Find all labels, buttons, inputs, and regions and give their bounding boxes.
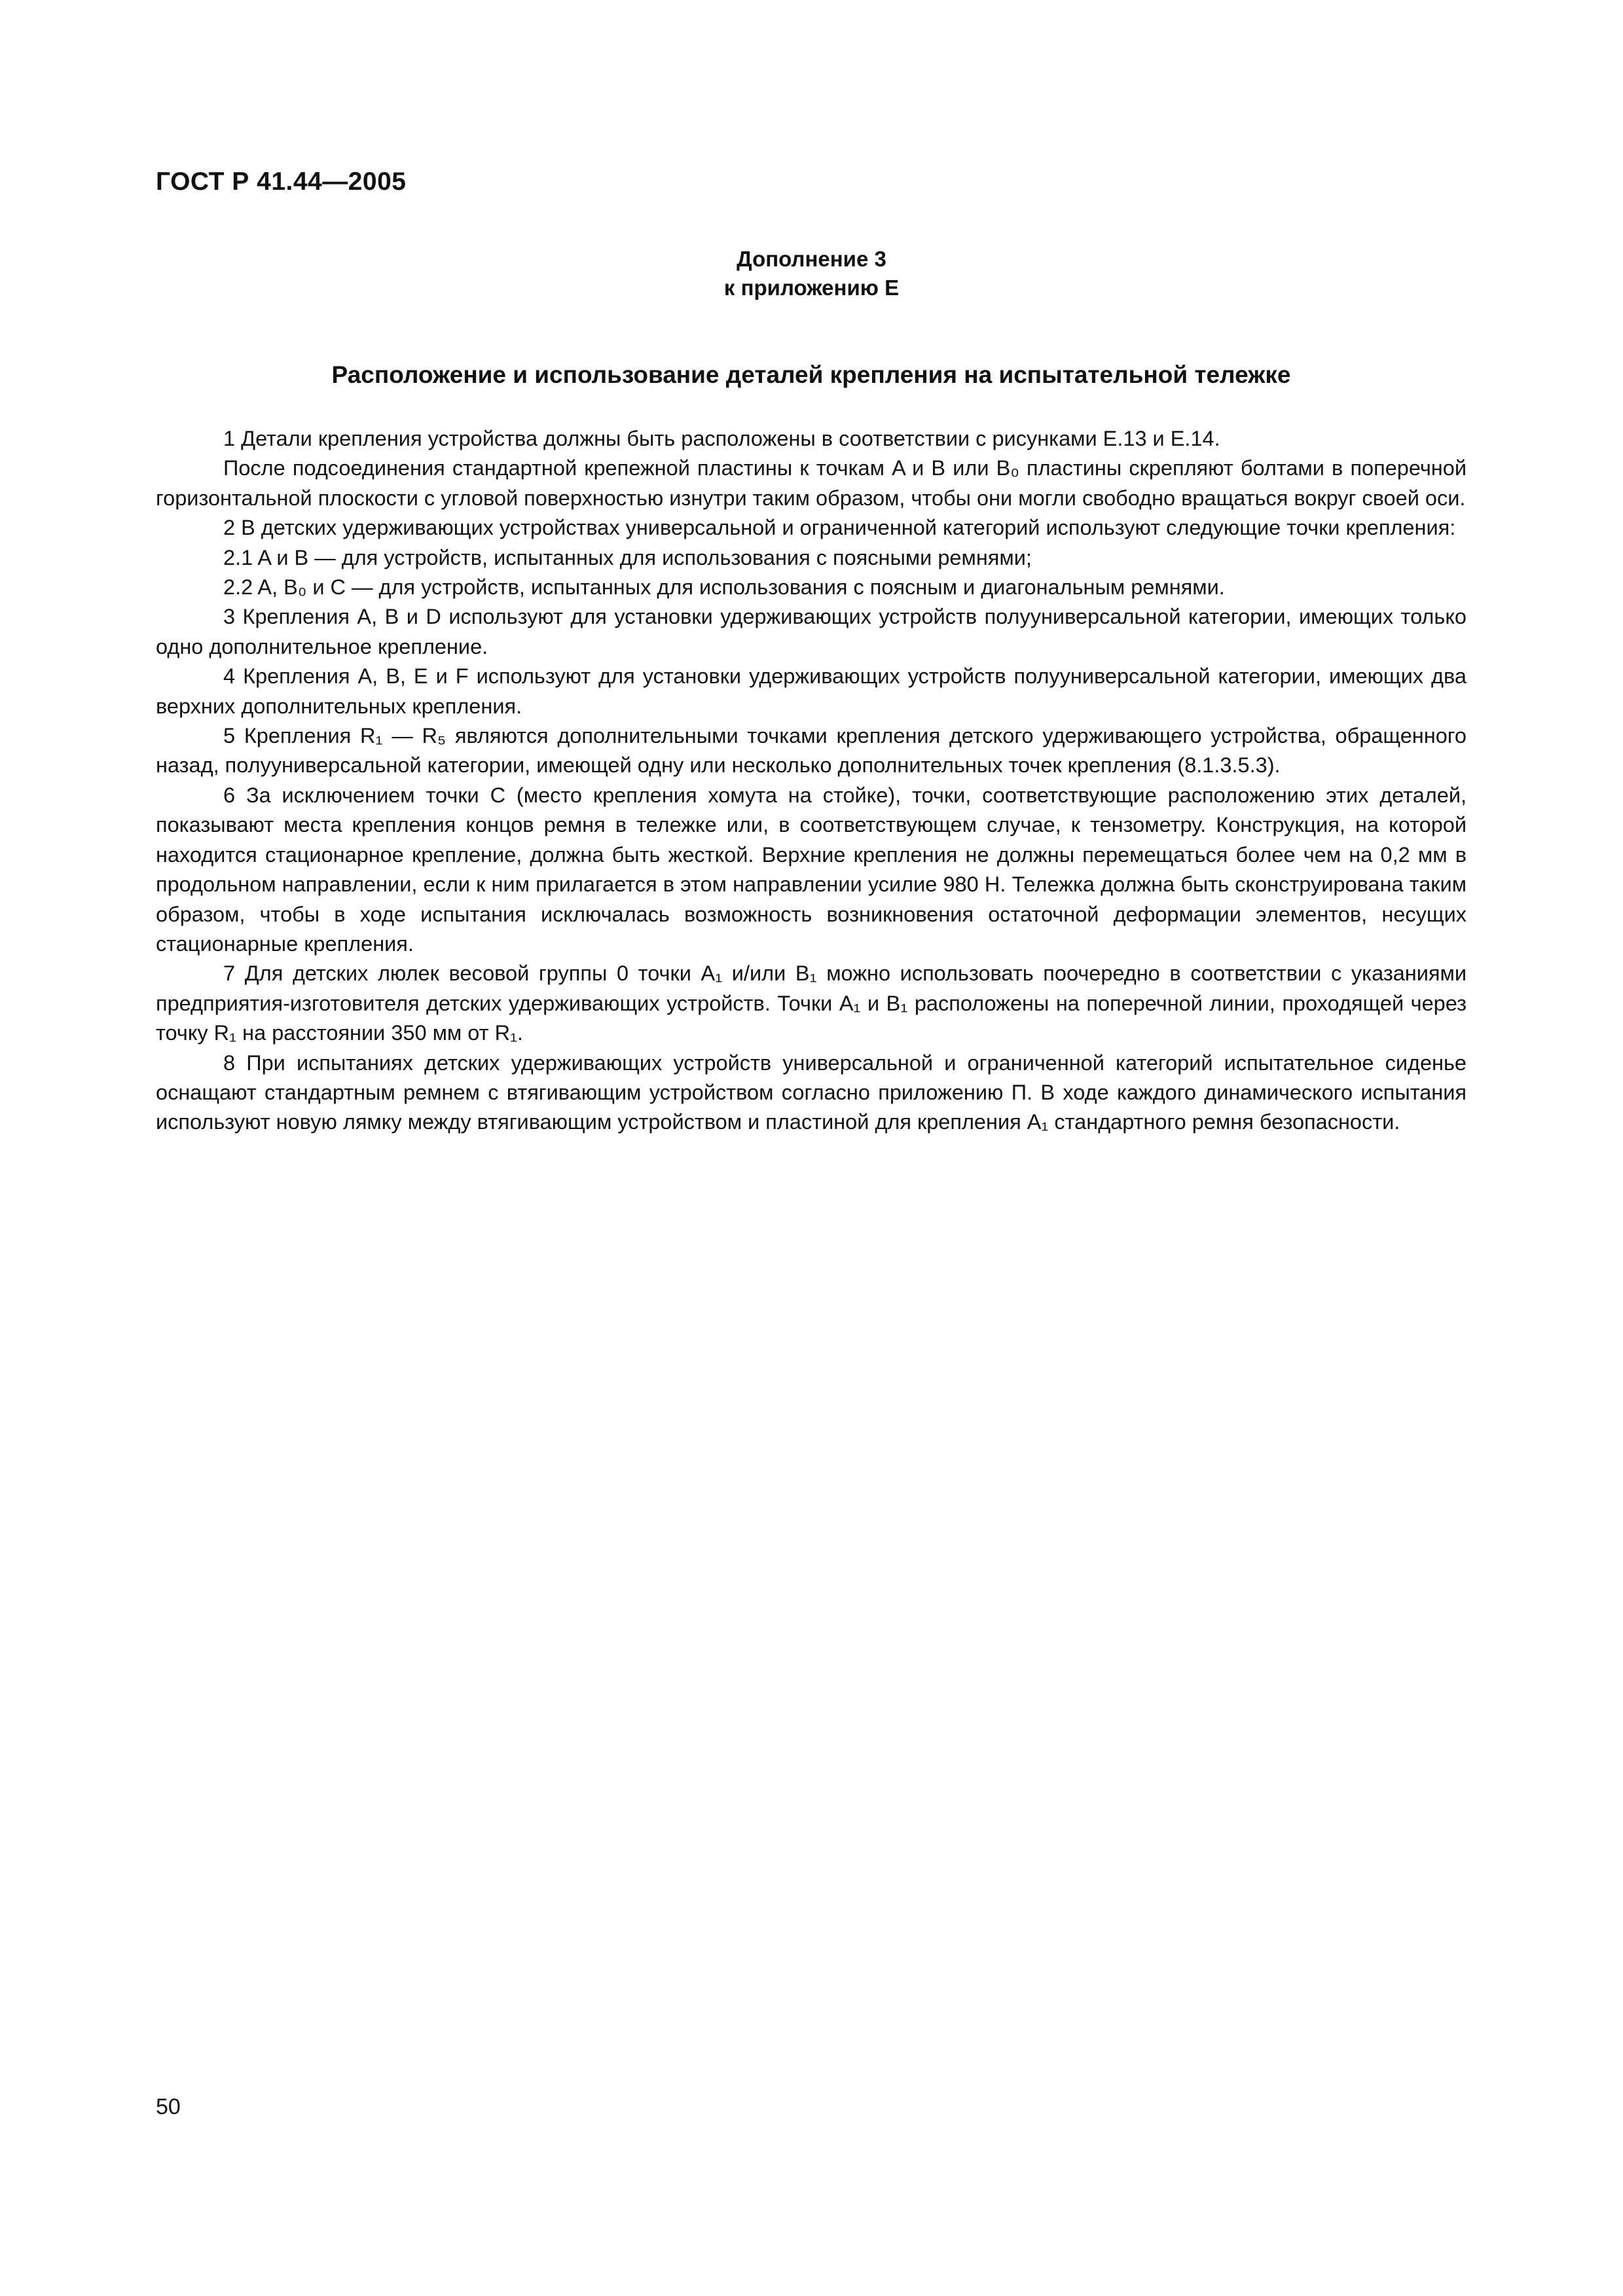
section-title: Расположение и использование деталей крепления на испытательной тележке <box>331 361 1291 388</box>
paragraph-8: 8 При испытаниях детских удерживающих устройств универсальной и ограниченной категорий испытательное сиденье оснащают стандартным ремнем с втягивающим устройством согласно приложению П. В ходе каждого динамического испытания используют новую лямку между втягивающим устройством и пластиной для крепления A₁ стандартного ремня безопасности. <box>156 1050 1467 1134</box>
paragraph-2: 2 В детских удерживающих устройствах универсальной и ограниченной категорий используют следующие точки крепления: <box>223 516 1456 540</box>
body-text <box>156 424 1467 1138</box>
supplement-annex-ref: к приложению Е <box>723 276 900 300</box>
paragraph-2-1: 2.1 A и B — для устройств, испытанных для использования с поясными ремнями; <box>223 545 1032 569</box>
paragraph-6: 6 За исключением точки C (место крепления хомута на стойке), точки, соответствующие расположению этих деталей, показывают места крепления концов ремня в тележке или, в соответствующем случае, к тензометру. Конструкция, на которой находится стационарное крепление, должна быть жесткой. Верхние крепления не должны перемещаться более чем на 0,2 мм в продольном направлении, если к ним прилагается в этом направлении усилие 980 Н. Тележка должна быть сконструирована таким образом, чтобы в ходе испытания исключалась возможность возникновения остаточной деформации элементов, несущих стационарные крепления. <box>156 783 1467 956</box>
paragraph-1: 1 Детали крепления устройства должны быть расположены в соответствии с рисунками Е.13 и Е.14. <box>223 427 1220 450</box>
paragraph-4: 4 Крепления A, B, E и F используют для установки удерживающих устройств полууниверсальной категории, имеющих два верхних дополнительных крепления. <box>156 664 1467 718</box>
paragraph-3: 3 Крепления A, B и D используют для установки удерживающих устройств полууниверсальной категории, имеющих только одно дополнительное крепление. <box>156 605 1467 658</box>
supplement-number: Дополнение 3 <box>737 247 886 271</box>
document-code: ГОСТ Р 41.44—2005 <box>156 168 407 196</box>
supplement-heading <box>0 245 1623 302</box>
page-number: 50 <box>156 2094 181 2119</box>
paragraph-2-2: 2.2 A, B₀ и C — для устройств, испытанных для использования с поясным и диагональным ремнями. <box>223 575 1225 600</box>
paragraph-5: 5 Крепления R₁ — R₅ являются дополнительными точками крепления детского удерживающего устройства, обращенного назад, полууниверсальной категории, имеющей одну или несколько дополнительных точек крепления (8.1.3.5.3). <box>156 724 1467 778</box>
paragraph-1-continued: После подсоединения стандартной крепежной пластины к точкам A и B или B₀ пластины скрепляют болтами в поперечной горизонтальной плоскости с угловой поверхностью изнутри таким образом, чтобы они могли свободно вращаться вокруг своей оси. <box>156 456 1467 510</box>
paragraph-7: 7 Для детских люлек весовой группы 0 точки A₁ и/или B₁ можно использовать поочередно в соответствии с указаниями предприятия-изготовителя детских удерживающих устройств. Точки A₁ и B₁ расположены на поперечной линии, проходящей через точку R₁ на расстоянии 350 мм от R₁. <box>156 961 1467 1045</box>
